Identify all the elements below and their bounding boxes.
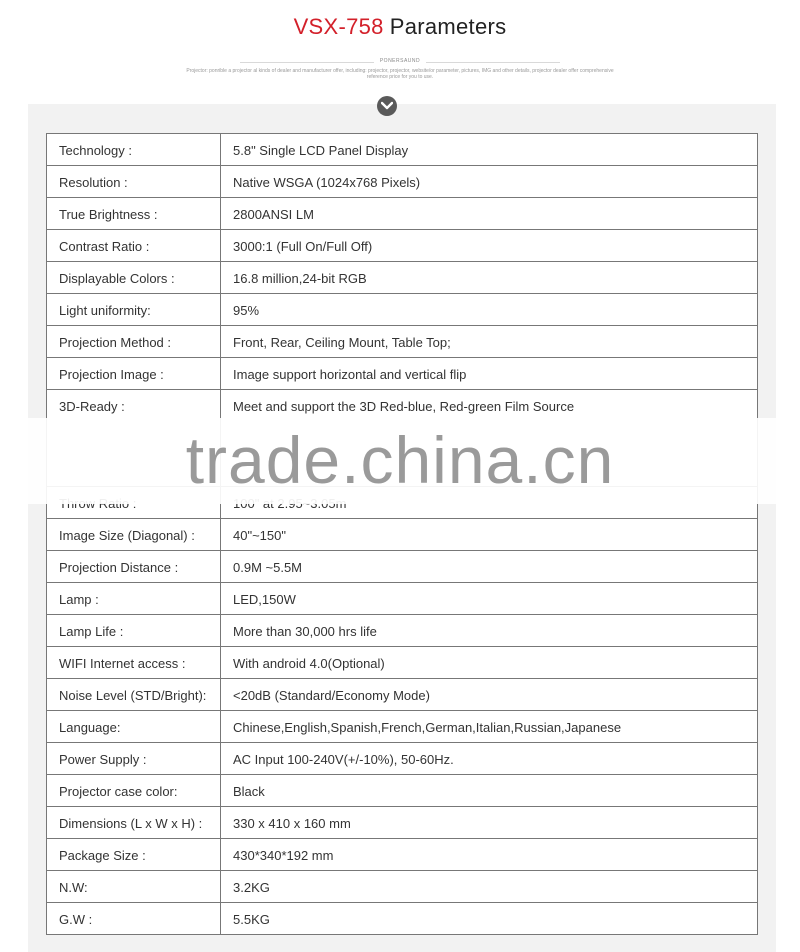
spec-row [47,807,757,839]
spec-label: Contrast Ratio : [47,230,221,261]
spec-value: 3.2KG [233,880,270,895]
spec-row [47,519,757,551]
spec-value: LED,150W [233,592,296,607]
model-name: VSX-758 [293,14,384,39]
spec-row [47,134,757,166]
brand-text: PONERSAUND [374,58,426,64]
spec-label: Technology : [47,134,221,165]
spec-value: Front, Rear, Ceiling Mount, Table Top; [233,335,451,350]
title-word: Parameters [389,14,507,39]
spec-label: Lamp Life : [47,615,221,646]
spec-row [47,358,757,390]
spec-value: 95% [233,303,260,318]
spec-label: Projection Distance : [47,551,221,582]
spec-row [47,230,757,262]
spec-label: Image Size (Diagonal) : [47,519,221,550]
spec-label: Noise Level (STD/Bright): [47,679,221,710]
spec-row [47,326,757,358]
spec-value: 16.8 million,24-bit RGB [233,271,367,286]
watermark-band [0,418,800,504]
spec-label: Package Size : [47,839,221,870]
spec-row [47,839,757,871]
chevron-down-icon[interactable] [377,96,397,116]
spec-row [47,903,757,935]
spec-value: AC Input 100-240V(+/-10%), 50-60Hz. [233,752,454,767]
spec-label: Displayable Colors : [47,262,221,293]
spec-value: 2800ANSI LM [233,207,314,222]
spec-value: 3000:1 (Full On/Full Off) [233,239,373,254]
spec-row [47,743,757,775]
page-title [0,14,800,40]
spec-value: Image support horizontal and vertical flip [233,367,467,382]
spec-value: Chinese,English,Spanish,French,German,Italian,Russian,Japanese [233,720,622,735]
spec-row [47,871,757,903]
spec-row [47,679,757,711]
spec-value: 0.9M ~5.5M [233,560,303,575]
spec-value: Meet and support the 3D Red-blue, Red-green Film Source [233,399,575,414]
spec-value: Black [233,784,265,799]
spec-value: 5.5KG [233,912,270,927]
spec-row [47,775,757,807]
spec-row [47,166,757,198]
spec-value: 330 x 410 x 160 mm [233,816,351,831]
spec-value: With android 4.0(Optional) [233,656,385,671]
spec-value: 40"~150" [233,528,286,543]
spec-row [47,198,757,230]
spec-label: Projection Image : [47,358,221,389]
spec-row [47,615,757,647]
spec-label: Power Supply : [47,743,221,774]
brand-label [0,58,800,64]
spec-label: Light uniformity: [47,294,221,325]
spec-value: Native WSGA (1024x768 Pixels) [233,175,421,190]
watermark-text: trade.china.cn [185,423,615,497]
spec-row [47,711,757,743]
spec-value: More than 30,000 hrs life [233,624,377,639]
spec-label: N.W: [47,871,221,902]
spec-row [47,262,757,294]
spec-row [47,583,757,615]
spec-value: 5.8" Single LCD Panel Display [233,143,409,158]
spec-label: Projector case color: [47,775,221,806]
spec-label: Projection Method : [47,326,221,357]
spec-label: G.W : [47,903,221,934]
spec-label: Resolution : [47,166,221,197]
spec-table [46,133,758,935]
spec-row [47,551,757,583]
spec-label: WIFI Internet access : [47,647,221,678]
spec-label: Lamp : [47,583,221,614]
spec-value: 430*340*192 mm [233,848,334,863]
spec-label: Language: [47,711,221,742]
subtitle-text: Projector: ponrible a projector al kinds of dealer and manufacturer offer, including: projector, projector, website/or parameter, pictures, IMG and other details, projector dealer offer comprehensive reference price for you to use. [186,68,614,80]
spec-label: True Brightness : [47,198,221,229]
spec-row [47,647,757,679]
spec-row [47,294,757,326]
spec-label: Dimensions (L x W x H) : [47,807,221,838]
spec-value: <20dB (Standard/Economy Mode) [233,688,430,703]
spec-label: 3D-Ready : [47,390,221,486]
